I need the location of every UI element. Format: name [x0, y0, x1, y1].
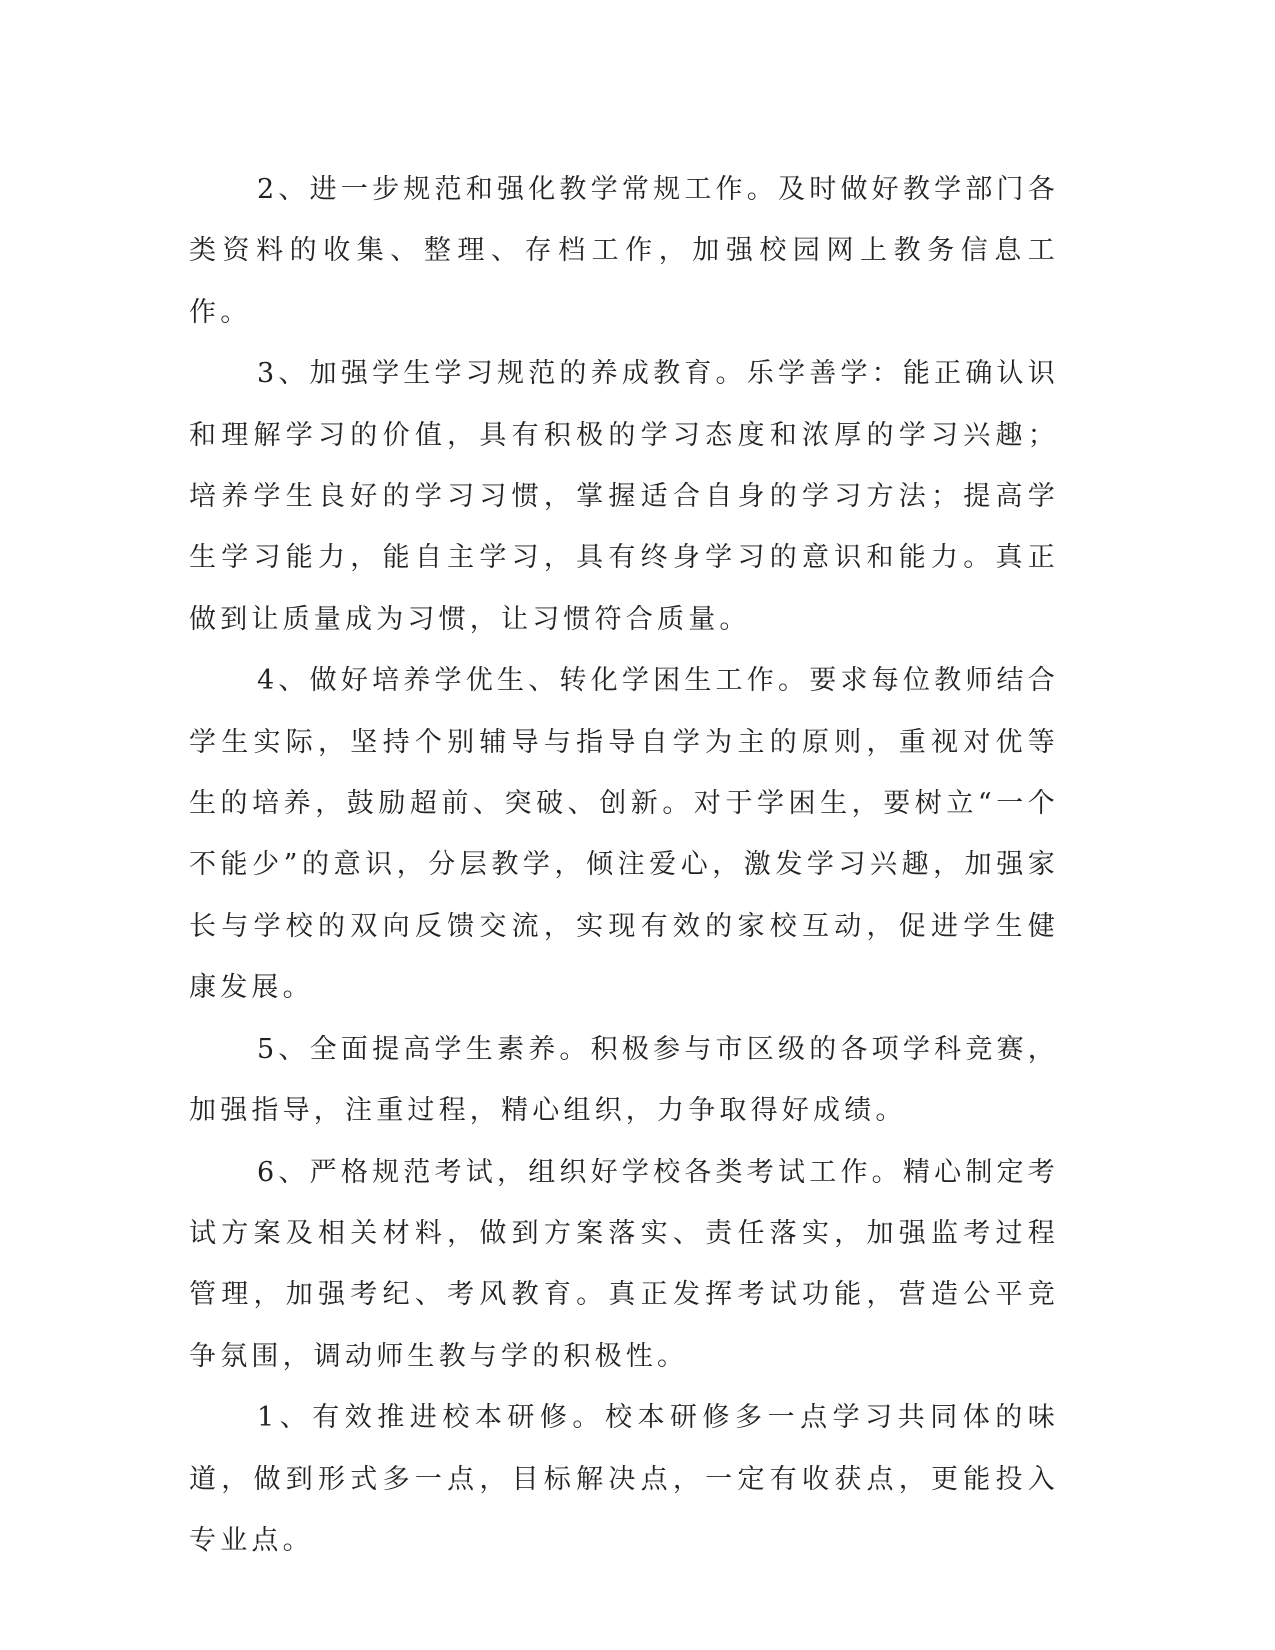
- paragraph-item-6: 6、严格规范考试，组织好学校各类考试工作。精心制定考试方案及相关材料，做到方案落实、责任落实，加强监考过程管理，加强考纪、考风教育。真正发挥考试功能，营造公平竞争氛围，调动师生教与学的积极性。: [189, 1156, 1059, 1372]
- paragraph-item-4: 4、做好培养学优生、转化学困生工作。要求每位教师结合学生实际，坚持个别辅导与指导自学为主的原则，重视对优等生的培养，鼓励超前、突破、创新。对于学困生，要树立“一个不能少”的意识，分层教学，倾注爱心，激发学习兴趣，加强家长与学校的双向反馈交流，实现有效的家校互动，促进学生健康发展。: [189, 665, 1059, 1004]
- paragraph-item-3: 3、加强学生学习规范的养成教育。乐学善学：能正确认识和理解学习的价值，具有积极的学习态度和浓厚的学习兴趣；培养学生良好的学习习惯，掌握适合自身的学习方法；提高学生学习能力，能自主学习，具有终身学习的意识和能力。真正做到让质量成为习惯，让习惯符合质量。: [189, 358, 1059, 635]
- document-body: [189, 159, 1059, 1571]
- paragraph-item-1: 1、有效推进校本研修。校本研修多一点学习共同体的味道，做到形式多一点，目标解决点，一定有收获点，更能投入专业点。: [189, 1402, 1059, 1556]
- paragraph-item-5: 5、全面提高学生素养。积极参与市区级的各项学科竞赛，加强指导，注重过程，精心组织，力争取得好成绩。: [189, 1033, 1059, 1127]
- paragraph-item-2: 2、进一步规范和强化教学常规工作。及时做好教学部门各类资料的收集、整理、存档工作，加强校园网上教务信息工作。: [189, 174, 1059, 328]
